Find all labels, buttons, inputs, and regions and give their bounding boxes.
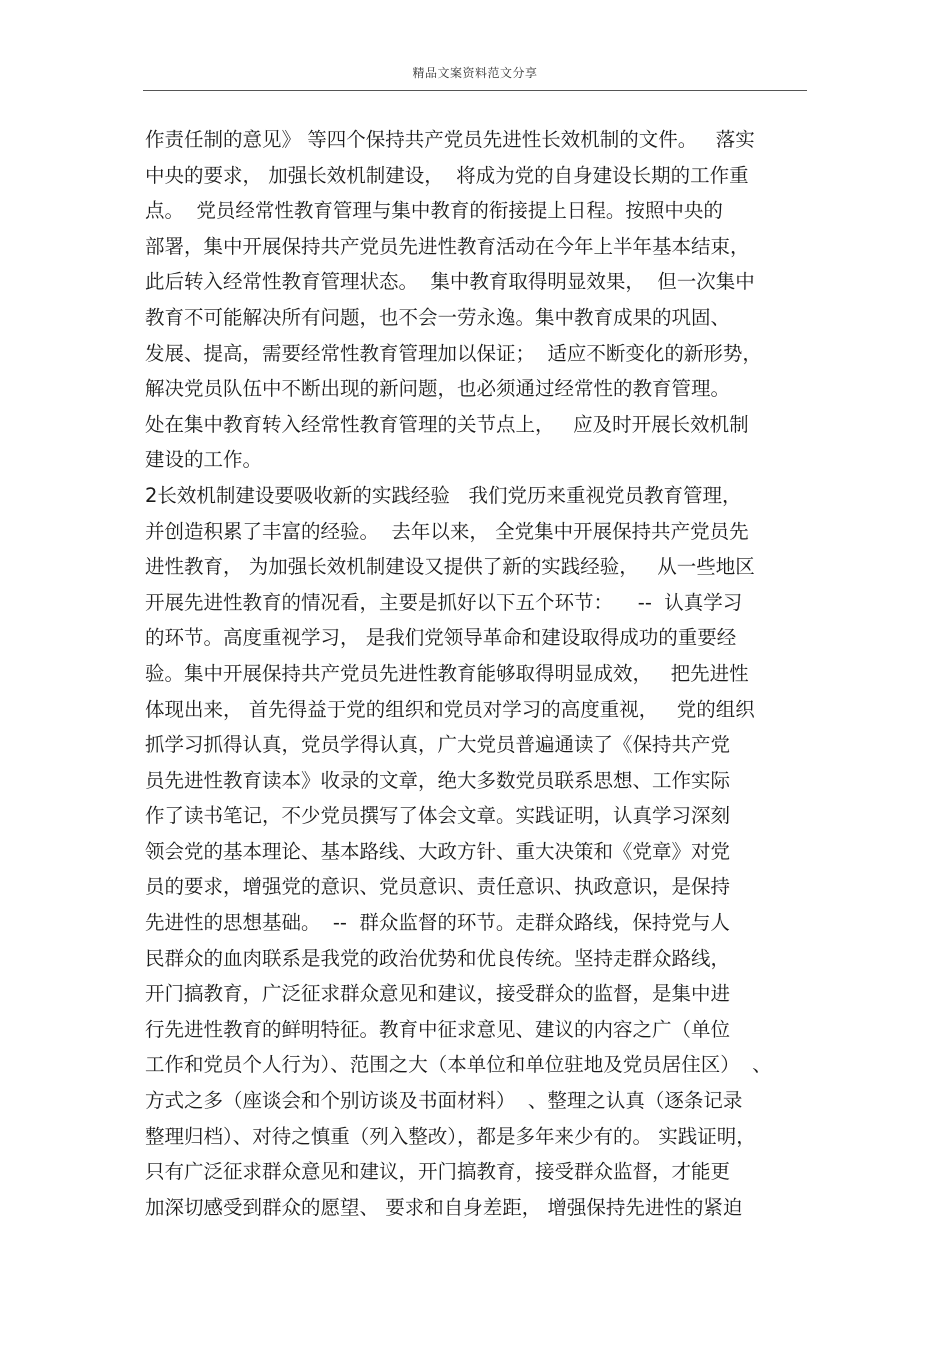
text-line: 作责任制的意见》 等四个保持共产党员先进性长效机制的文件。 落实: [145, 128, 755, 151]
text-line: 开展先进性教育的情况看，主要是抓好以下五个环节： -- 认真学习: [145, 590, 743, 614]
text-line: 开门搞教育，广泛征求群众意见和建议，接受群众的监督，是集中进: [145, 982, 731, 1006]
text-line: 教育不可能解决所有问题，也不会一劳永逸。集中教育成果的巩固、: [145, 305, 731, 329]
text-line: 作了读书笔记，不少党员撰写了体会文章。实践证明，认真学习深刻: [145, 804, 731, 828]
text-line: 体现出来， 首先得益于党的组织和党员对学习的高度重视， 党的组织: [145, 697, 755, 721]
page-header: 精品文案资料范文分享: [412, 66, 538, 80]
text-line: 行先进性教育的鲜明特征。教育中征求意见、建议的内容之广（单位: [145, 1017, 731, 1041]
text-line: 抓学习抓得认真，党员学得认真，广大党员普遍通读了《保持共产党: [145, 733, 731, 757]
text-line: 方式之多（座谈会和个别访谈及书面材料） 、整理之认真（逐条记录: [145, 1089, 743, 1113]
text-line: 领会党的基本理论、基本路线、大政方针、重大决策和《党章》对党: [145, 839, 731, 863]
text-line: 加深切感受到群众的愿望、 要求和自身差距， 增强保持先进性的紧迫: [145, 1195, 743, 1219]
text-line: 2长效机制建设要吸收新的实践经验 我们党历来重视党员教育管理，: [145, 483, 742, 507]
text-line: 进性教育， 为加强长效机制建设又提供了新的实践经验， 从一些地区: [145, 555, 755, 579]
text-line: 建设的工作。: [145, 448, 263, 472]
text-line: 解决党员队伍中不断出现的新问题，也必须通过经常性的教育管理。: [145, 377, 731, 401]
text-line: 整理归档）、对待之慎重（列入整改），都是多年来少有的。 实践证明，: [145, 1124, 756, 1148]
text-line: 员的要求，增强党的意识、党员意识、责任意识、执政意识，是保持: [145, 875, 731, 899]
text-line: 此后转入经常性教育管理状态。 集中教育取得明显效果， 但一次集中: [145, 270, 755, 294]
text-line: 民群众的血肉联系是我党的政治优势和优良传统。坚持走群众路线，: [145, 946, 731, 970]
text-line: 验。集中开展保持共产党员先进性教育能够取得明显成效， 把先进性: [145, 661, 749, 685]
text-line: 发展、提高，需要经常性教育管理加以保证； 适应不断变化的新形势，: [145, 341, 762, 365]
text-line: 中央的要求， 加强长效机制建设， 将成为党的自身建设长期的工作重: [145, 163, 749, 187]
text-line: 处在集中教育转入经常性教育管理的关节点上， 应及时开展长效机制: [145, 412, 749, 436]
text-line: 只有广泛征求群众意见和建议，开门搞教育，接受群众监督，才能更: [145, 1160, 731, 1184]
text-line: 员先进性教育读本》收录的文章，绝大多数党员联系思想、工作实际: [145, 768, 731, 792]
text-line: 先进性的思想基础。 -- 群众监督的环节。走群众路线，保持党与人: [145, 911, 730, 935]
text-line: 部署，集中开展保持共产党员先进性教育活动在今年上半年基本结束，: [145, 234, 750, 258]
text-line: 的环节。高度重视学习， 是我们党领导革命和建设取得成功的重要经: [145, 626, 737, 650]
text-line: 点。 党员经常性教育管理与集中教育的衔接提上日程。按照中央的: [145, 199, 723, 223]
text-line: 工作和党员个人行为）、范围之大（本单位和单位驻地及党员居住区） 、: [145, 1053, 772, 1077]
body-text: [145, 122, 810, 1225]
header-divider: [143, 90, 807, 91]
text-line: 并创造积累了丰富的经验。 去年以来， 全党集中开展保持共产党员先: [145, 519, 749, 543]
